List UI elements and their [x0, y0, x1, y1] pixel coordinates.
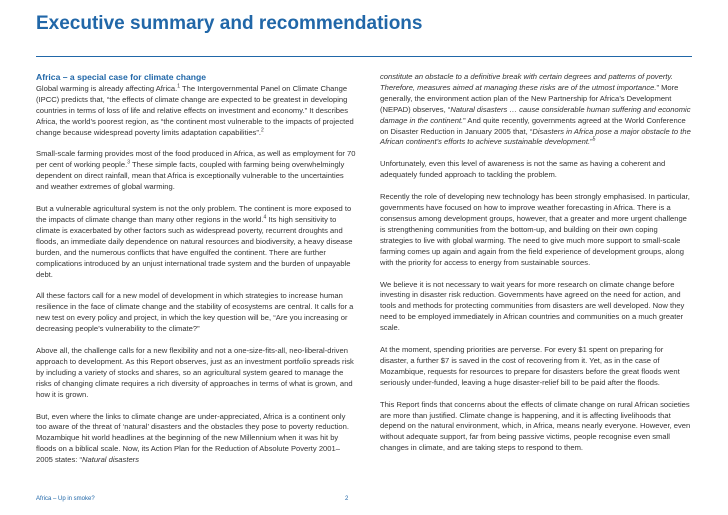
- quote-text: constitute an obstacle to a definitive break with certain degrees and patterns of poverty. Therefore, measures aimed at managing these risks are of the utmost importance.: [380, 72, 673, 92]
- text-run: These simple facts, coupled with farming being overwhelmingly dependent on direct rainfall, mean that Africa is exceptionally vulnerable to the uncertainties and weather extremes of global warming.: [36, 160, 345, 192]
- footnote-ref: 4: [263, 214, 267, 221]
- paragraph: [380, 72, 692, 148]
- quote-text: Natural disasters: [82, 455, 139, 465]
- page-number: 2: [345, 496, 349, 502]
- text-run: Global warming is already affecting Africa.: [36, 83, 178, 93]
- text-run: But a vulnerable agricultural system is not the only problem. The continent is more exposed to the impacts of climate change than many other regions in the world.: [36, 204, 352, 224]
- footnote-ref: 3: [127, 159, 130, 166]
- footer-publication-title: Africa – Up in smoke?: [36, 496, 95, 502]
- text-run: ” More generally, the environment action plan of the New Partnership for Africa’s Development (NEPAD) observes, “: [380, 82, 679, 114]
- paragraph: Above all, the challenge calls for a new flexibility and not a one-size-fits-all, neo-liberal-driven approach to development. As this Report observes, just as an investment portfolio spreads risk by including a variety of stocks and shares, so an agricultural system geared to manage the risks of changing climate requires a rich diversity of approaches in terms of what is grown, and how it is grown.: [36, 346, 354, 399]
- paragraph: This Report finds that concerns about the effects of climate change on rural African societies are more than justified. Climate change is happening, and it is affecting livelihoods that depend on the natural environment, which, in Africa, means nearly everyone. However, even without adequate support, far from being passive victims, people recognise even small changes in climate, and are taking steps to respond to them.: [380, 399, 691, 453]
- paragraph: Unfortunately, even this level of awareness is not the same as having a coherent and adequately funded approach to tackling the problem.: [380, 159, 666, 180]
- text-run: But, even where the links to climate change are under-appreciated, Africa is a continent only too aware of the threat of ‘natural’ disasters and the obstacles they pose to poverty reduction. Mozambique hit world headlines at the beginning of the new Millennium when it was hit by floods on a biblical scale. Now, its Action Plan for the Reduction of Absolute Poverty 2001–2005 states: “: [36, 411, 349, 465]
- text-run: Small-scale farming provides most of the food produced in Africa, as well as employment for 70 per cent of working people.: [36, 149, 356, 170]
- left-column: [36, 72, 356, 477]
- page-title: Executive summary and recommendations: [36, 13, 423, 34]
- text-run: ” And quite recently, governments agreed at the World Conference on Disaster Reduction in January 2005 that, “: [380, 115, 686, 136]
- section-heading: Africa – a special case for climate change: [36, 72, 207, 82]
- text-run: ”: [590, 137, 593, 147]
- paragraph: [36, 204, 356, 280]
- quote-text: Disasters in Africa pose a major obstacle to the African continent’s efforts to achieve sustainable development.: [380, 126, 691, 147]
- paragraph: [36, 149, 356, 193]
- title-divider: [36, 56, 692, 57]
- paragraph: At the moment, spending priorities are perverse. For every $1 spent on preparing for disaster, a further $7 is saved in the cost of recovering from it. Yet, as in the case of Mozambique, requests for resources to prepare for disasters before the great floods went seriously under-funded, leaving a huge disaster-relief bill to be paid after the floods.: [380, 345, 680, 387]
- paragraph: [36, 84, 356, 139]
- right-column: [380, 72, 692, 465]
- quote-text: Natural disasters … cause considerable human suffering and economic damage in the continent.: [380, 104, 691, 125]
- paragraph: All these factors call for a new model of development in which strategies to increase human resilience in the face of climate change and the stability of ecosystems are central. It calls for a new test on every policy and project, in which the key question will be, “Are you increasing or decreasing people’s vulnerability to the climate?”: [36, 291, 354, 334]
- footnote-ref: 1: [177, 83, 181, 90]
- paragraph: [36, 412, 356, 467]
- paragraph: We believe it is not necessary to wait years for more research on climate change before investing in disaster risk reduction. Governments have agreed on the need for action, and tools and methods for protecting communities from disasters are well developed. Now they need to be employed immediately in African countries and communities on a much greater scale.: [380, 279, 685, 333]
- text-run: Its high sensitivity to climate is exacerbated by other factors such as widespread poverty, recurrent droughts and floods, an immediate daily dependence on natural resources and biodiversity, a heavy disease burden, and the numerous conflicts that have engulfed the continent. There are further complications introduced by an unjust international trade system and the burden of unpayable debt.: [36, 214, 353, 279]
- footnote-ref: 2: [261, 127, 264, 133]
- footnote-ref: 5: [592, 136, 596, 143]
- text-run: The Intergovernmental Panel on Climate Change (IPCC) predicts that, “the effects of climate change are expected to be greatest in developing countries in terms of loss of life and relative effects on investment and economy.” It describes Africa, the world’s poorest region, as “the continent most vulnerable to the impacts of projected change because widespread poverty limits adaptation capabilities”.: [36, 83, 354, 137]
- paragraph: Recently the role of developing new technology has been strongly emphasised. In particular, governments have focused on how to improve weather forecasting in Africa. There is a consensus among development groups, however, that a greater and more urgent challenge is strengthening communities from the bottom-up, and building on their own coping strategies to live with global warming. The need to give much more support to small-scale farming comes up again and again from the field experience of development groups, along with the priority for access to energy from sustainable sources.: [380, 192, 690, 267]
